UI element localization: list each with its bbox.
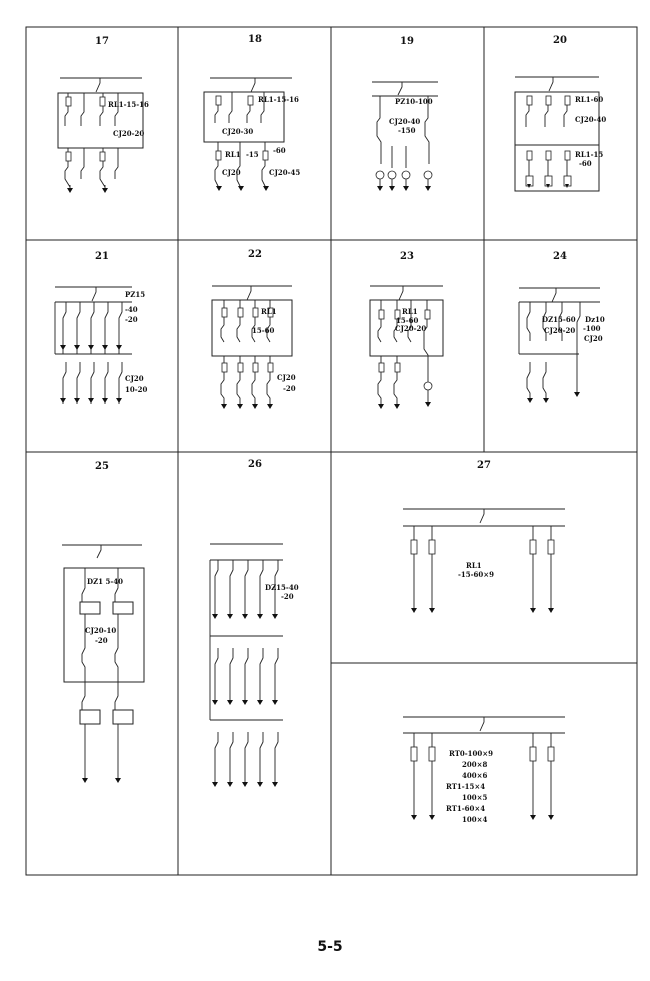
panel-27 [403,509,565,613]
label: RL1 [225,150,241,159]
panel-18 [204,78,300,191]
panel-26 [210,544,299,787]
label: PZ15 [125,290,146,299]
label: -40 [125,305,138,314]
label: -100 [583,324,601,333]
label: 15-60 [396,316,419,325]
label: -20 [281,592,294,601]
label: RL1 [402,307,418,316]
panel-number: 22 [248,249,262,260]
label: CJ20-20 [113,129,145,138]
label: -60 [579,159,592,168]
label: DZ1 5-40 [87,577,124,586]
panel-25 [62,545,144,783]
panel-21 [55,287,148,404]
label: -20 [283,384,296,393]
label: 400×6 [462,771,488,780]
label: 100×5 [462,793,488,802]
panel-19 [372,82,438,191]
label: -15 [246,150,259,159]
panel-number: 23 [400,251,414,262]
label: CJ20-40 [389,117,421,126]
label: -20 [95,636,108,645]
label: -60 [273,146,286,155]
panel-number: 21 [95,251,109,262]
panel-number: 24 [553,251,567,262]
panel-number: 17 [95,36,109,47]
panel-20 [515,77,606,191]
label: Dz10 [585,315,605,324]
label: RL1-15-16 [258,95,299,104]
panel-28 [403,717,565,824]
label: 200×8 [462,760,488,769]
panel-23 [370,286,443,409]
label: CJ20 [277,373,296,382]
label: CJ20-20 [544,326,576,335]
label: RL1-15 [575,150,604,159]
label: -150 [398,126,416,135]
label: RT1-60×4 [446,804,486,813]
page-number: 5-5 [317,939,343,955]
label: -20 [125,315,138,324]
panel-number: 27 [477,460,491,471]
label: DZ15-60 [542,315,576,324]
label: RT0-100×9 [449,749,494,758]
label: RL1-60 [575,95,604,104]
label: CJ20-30 [222,127,254,136]
label: 15-60 [252,326,275,335]
label: RL1-15-16 [108,100,149,109]
panel-number: 20 [553,35,567,46]
label: -15-60×9 [458,570,495,579]
label: 100×4 [462,815,488,824]
panel-number: 19 [400,36,414,47]
label: CJ20-45 [269,168,301,177]
label: CJ20 [222,168,241,177]
label: RL1 [466,561,482,570]
panel-17 [58,78,149,193]
label: CJ20-40 [575,115,607,124]
label: PZ10-100 [395,97,433,106]
panel-number: 25 [95,461,109,472]
panel-22 [212,286,296,409]
label: 10-20 [125,385,148,394]
panel-24 [519,288,605,403]
label: RT1-15×4 [446,782,486,791]
label: CJ20 [125,374,144,383]
label: RL1 [261,307,277,316]
label: CJ20-10 [85,626,117,635]
label: DZ15-40 [265,583,299,592]
panel-number: 18 [248,34,262,45]
panel-number: 26 [248,459,262,470]
label: CJ20-20 [395,324,427,333]
label: CJ20 [584,334,603,343]
